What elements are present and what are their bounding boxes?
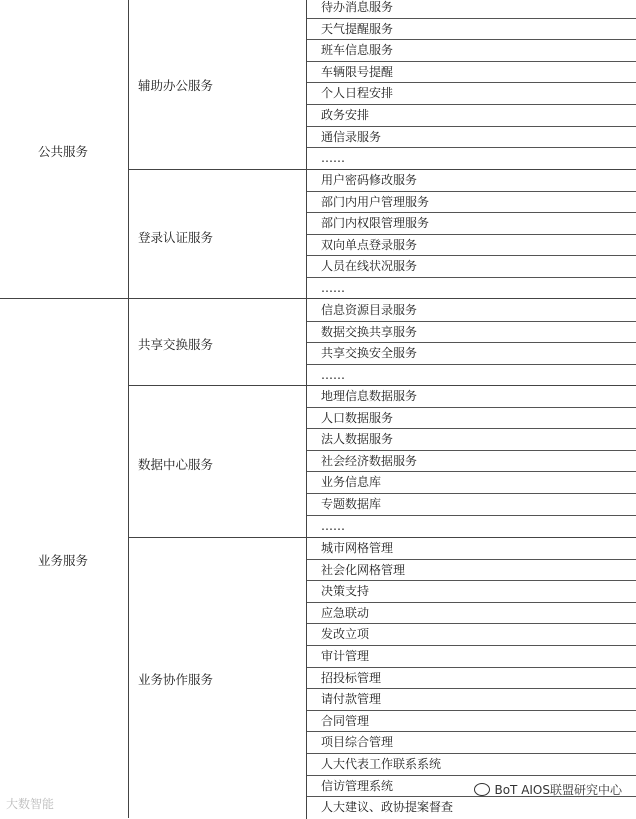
list-item: 审计管理 bbox=[307, 646, 636, 668]
list-item: 发改立项 bbox=[307, 624, 636, 646]
watermark-right-label: BoT AIOS联盟研究中心 bbox=[494, 783, 622, 797]
group-label: 业务协作服务 bbox=[138, 672, 214, 687]
list-item: …… bbox=[321, 280, 345, 295]
list-item: …… bbox=[321, 367, 345, 382]
group-label: 数据中心服务 bbox=[138, 457, 214, 472]
list-item: 社会经济数据服务 bbox=[307, 451, 636, 473]
list-item: 人口数据服务 bbox=[307, 408, 636, 430]
list-item: 招投标管理 bbox=[307, 668, 636, 690]
list-item: 双向单点登录服务 bbox=[307, 235, 636, 257]
list-item: 政务安排 bbox=[307, 105, 636, 127]
list-item: …… bbox=[321, 151, 345, 166]
item-list bbox=[306, 538, 636, 819]
list-item: 请付款管理 bbox=[307, 689, 636, 711]
group-cell bbox=[128, 299, 307, 385]
watermark-left: 大数智能 bbox=[6, 797, 55, 811]
list-item: 人大代表工作联系系统 bbox=[307, 754, 636, 776]
list-item: 合同管理 bbox=[307, 711, 636, 733]
group-label: 辅助办公服务 bbox=[138, 78, 214, 93]
item-list bbox=[306, 386, 636, 537]
wechat-icon bbox=[474, 783, 490, 796]
group-label: 登录认证服务 bbox=[138, 230, 214, 245]
list-item: 地理信息数据服务 bbox=[307, 386, 636, 408]
list-item: 班车信息服务 bbox=[307, 40, 636, 62]
list-item: 个人日程安排 bbox=[307, 83, 636, 105]
list-item: 数据交换共享服务 bbox=[307, 322, 636, 344]
list-item: 城市网格管理 bbox=[307, 538, 636, 560]
item-list bbox=[306, 170, 636, 300]
list-item: 应急联动 bbox=[307, 603, 636, 625]
list-item: 决策支持 bbox=[307, 581, 636, 603]
list-item: 人大建议、政协提案督查 bbox=[321, 800, 454, 815]
watermark-right bbox=[474, 781, 622, 798]
list-item: 部门内用户管理服务 bbox=[307, 192, 636, 214]
item-list bbox=[306, 0, 636, 170]
item-list bbox=[306, 300, 636, 386]
list-item: 待办消息服务 bbox=[307, 0, 636, 19]
list-item: 车辆限号提醒 bbox=[307, 62, 636, 84]
group-cell bbox=[128, 386, 307, 537]
list-item: …… bbox=[321, 518, 345, 533]
list-item: 信访管理系统 bbox=[307, 776, 636, 798]
list-item: 通信录服务 bbox=[307, 127, 636, 149]
list-item: 部门内权限管理服务 bbox=[307, 213, 636, 235]
list-item: 用户密码修改服务 bbox=[307, 170, 636, 192]
category-label: 公共服务 bbox=[38, 144, 89, 159]
list-item: 共享交换安全服务 bbox=[307, 343, 636, 365]
list-item: 信息资源目录服务 bbox=[307, 300, 636, 322]
divider bbox=[0, 298, 636, 299]
list-item: 社会化网格管理 bbox=[307, 560, 636, 582]
group-label: 共享交换服务 bbox=[138, 337, 214, 352]
group-cell bbox=[128, 0, 307, 170]
list-item: 专题数据库 bbox=[307, 494, 636, 516]
group-cell bbox=[128, 538, 307, 818]
category-label: 业务服务 bbox=[38, 553, 89, 568]
list-item: 人员在线状况服务 bbox=[307, 256, 636, 278]
list-item: 天气提醒服务 bbox=[307, 19, 636, 41]
group-cell bbox=[128, 170, 307, 298]
list-item: 项目综合管理 bbox=[307, 732, 636, 754]
list-item: 业务信息库 bbox=[307, 472, 636, 494]
list-item: 法人数据服务 bbox=[307, 429, 636, 451]
